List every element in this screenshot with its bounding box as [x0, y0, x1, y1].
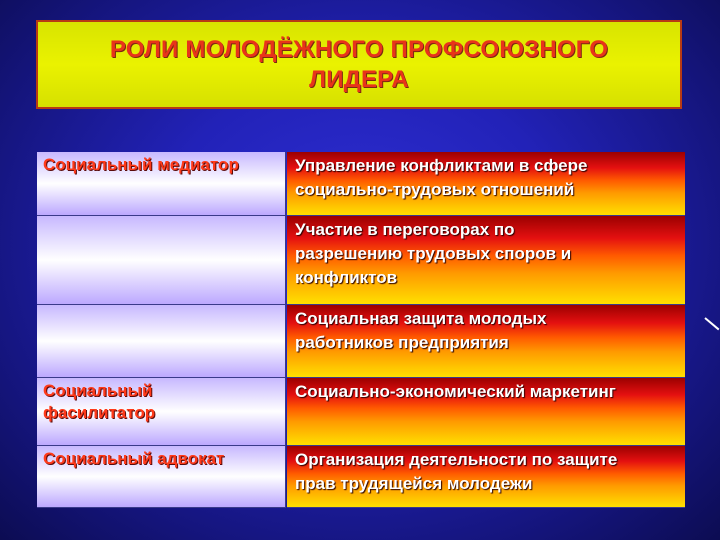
function-cell: [287, 216, 685, 305]
function-text-line: разрешению трудовых споров и: [295, 244, 572, 263]
function-text-line: конфликтов: [295, 268, 398, 287]
table-row: [37, 446, 685, 508]
role-cell: [37, 446, 286, 508]
table-row: [37, 305, 685, 378]
slide-title-line-2: ЛИДЕРА: [309, 65, 409, 93]
function-cell: [287, 152, 685, 216]
role-cell: [37, 152, 286, 216]
role-cell: [37, 378, 286, 446]
table-row: [37, 216, 685, 305]
function-text-line: работников предприятия: [295, 333, 509, 352]
function-text-line: социально-трудовых отношений: [295, 180, 575, 199]
function-cell: [287, 305, 685, 378]
function-text-line: Управление конфликтами в сфере: [295, 156, 588, 175]
function-text-line: Социальная защита молодых: [295, 309, 547, 328]
function-text-line: прав трудящейся молодежи: [295, 474, 533, 493]
role-label-line: Социальный адвокат: [43, 449, 225, 468]
function-cell: [287, 446, 685, 508]
roles-table: [37, 152, 685, 508]
decorative-line: [704, 317, 719, 330]
function-cell: [287, 378, 685, 446]
role-label-line: Социальный медиатор: [43, 155, 239, 174]
function-text-line: Участие в переговорах по: [295, 220, 515, 239]
slide-title-box: [36, 20, 682, 109]
role-cell: [37, 216, 286, 305]
role-label-line: Социальный: [43, 381, 153, 400]
slide-title-line-1: РОЛИ МОЛОДЁЖНОГО ПРОФСОЮЗНОГО: [109, 35, 609, 63]
role-cell: [37, 305, 286, 378]
table-row: [37, 378, 685, 446]
function-text-line: Социально-экономический маркетинг: [295, 382, 616, 401]
function-text-line: Организация деятельности по защите: [295, 450, 618, 469]
role-label-line: фасилитатор: [43, 403, 156, 422]
table-row: [37, 152, 685, 216]
